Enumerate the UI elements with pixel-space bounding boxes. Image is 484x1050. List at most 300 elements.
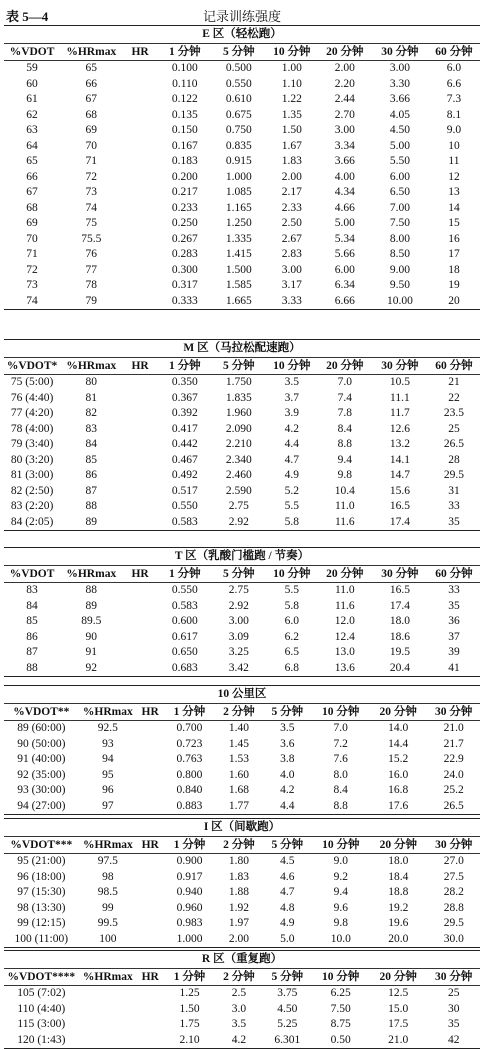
- table-cell: 13.0: [334, 646, 355, 659]
- table-cell: 63: [26, 124, 38, 137]
- table-cell: 2.210: [225, 438, 252, 451]
- column-header: %HRmax: [79, 704, 137, 721]
- table-cell: 120 (1:43): [4, 1033, 79, 1049]
- table-cell: [137, 885, 163, 901]
- table-cell: 2.83: [281, 248, 302, 261]
- table-cell: 3.0: [231, 1002, 247, 1015]
- table-cell: 3.75: [277, 987, 298, 1000]
- table-cell: 100 (11:00): [4, 932, 79, 948]
- column-header: HR: [137, 704, 163, 721]
- table-cell: 65: [26, 155, 38, 168]
- table-cell: 3.9: [284, 407, 299, 420]
- table-cell: 11.6: [318, 515, 372, 531]
- table-cell: 96 (18:00): [17, 870, 66, 883]
- table-cell: 98.5: [97, 886, 118, 899]
- table-cell: 9.00: [389, 263, 410, 276]
- table-cell: 0.150: [171, 124, 198, 137]
- table-cell: 115 (3:00): [17, 1018, 66, 1031]
- table-cell: 15.0: [388, 1002, 409, 1015]
- table-cell: 1.92: [228, 901, 250, 914]
- table-cell: 1.665: [212, 294, 266, 310]
- table-cell: 0.840: [176, 784, 203, 797]
- table-cell: 100: [79, 932, 137, 948]
- table-cell: 2.340: [225, 453, 252, 466]
- table-row: [4, 92, 480, 108]
- column-header: 10 分钟: [312, 704, 368, 721]
- table-cell: 2.92: [228, 599, 249, 612]
- table-cell: 0.550: [171, 500, 198, 513]
- table-cell: 0.317: [171, 279, 198, 292]
- table-cell: 5.25: [277, 1018, 298, 1031]
- table-row: [4, 515, 480, 531]
- table-cell: 5.00: [389, 139, 410, 152]
- column-header: 5 分钟: [262, 837, 312, 854]
- table-cell: 1.750: [225, 376, 252, 389]
- table-cell: [79, 1017, 137, 1033]
- table-cell: 2.75: [228, 584, 249, 597]
- table-cell: 29.5: [443, 469, 465, 482]
- table-cell: 86: [26, 630, 38, 643]
- table-cell: [122, 406, 157, 422]
- table-row: [4, 453, 480, 469]
- column-header: 60 分钟: [428, 358, 480, 375]
- table-cell: 1.40: [228, 722, 249, 735]
- table-cell: 9.50: [389, 279, 410, 292]
- table-cell: [79, 1002, 137, 1018]
- table-cell: 17.4: [372, 515, 428, 531]
- table-cell: 0.883: [163, 799, 215, 815]
- column-header: 20 分钟: [318, 44, 372, 61]
- table-row: [4, 799, 480, 815]
- table-cell: 0.517: [171, 484, 198, 497]
- table-cell: 2.00: [216, 932, 262, 948]
- table-cell: 1.500: [225, 263, 252, 276]
- table-cell: 80: [85, 376, 98, 389]
- table-cell: 14.7: [389, 469, 410, 482]
- table-cell: 7.6: [333, 753, 348, 766]
- table-cell: 1.77: [216, 799, 262, 815]
- table-cell: 8.8: [337, 438, 352, 451]
- table-cell: 85: [26, 615, 38, 628]
- table-cell: 0.900: [176, 855, 203, 868]
- table-cell: 1.000: [163, 932, 215, 948]
- table-cell: 2.090: [225, 422, 252, 435]
- table-cell: 65: [85, 62, 98, 75]
- table-cell: 23.5: [443, 407, 465, 420]
- table-cell: [137, 916, 163, 932]
- table-row: [4, 375, 480, 391]
- table-row: [4, 201, 480, 217]
- column-header: 10 分钟: [266, 44, 318, 61]
- table-cell: 4.66: [334, 201, 355, 214]
- section-table: [4, 26, 480, 310]
- table-cell: 18.0: [388, 855, 409, 868]
- table-cell: 1.085: [225, 186, 252, 199]
- table-cell: 67: [26, 186, 38, 199]
- section-title: E 区（轻松跑）: [4, 26, 480, 44]
- table-cell: 18.8: [388, 886, 409, 899]
- table-cell: 88: [85, 500, 98, 513]
- table-cell: 28: [448, 453, 460, 466]
- table-cell: 14.4: [388, 737, 409, 750]
- section-table: [4, 340, 480, 531]
- table-cell: 10.4: [334, 484, 355, 497]
- table-cell: 0.217: [171, 186, 198, 199]
- table-cell: 3.66: [389, 93, 410, 106]
- table-cell: 2.17: [281, 186, 302, 199]
- column-header: 1 分钟: [158, 44, 212, 61]
- table-cell: 98 (13:30): [17, 901, 66, 914]
- table-cell: [137, 901, 163, 917]
- table-cell: 4.0: [280, 768, 295, 781]
- table-cell: [122, 139, 157, 155]
- table-cell: 0.675: [225, 108, 252, 121]
- table-cell: 72: [85, 170, 98, 183]
- table-cell: 4.50: [277, 1002, 298, 1015]
- table-cell: 9.0: [446, 124, 462, 137]
- table-cell: 9.4: [337, 453, 352, 466]
- table-cell: 93 (30:00): [17, 784, 66, 797]
- table-cell: 25: [448, 422, 460, 435]
- column-header: 60 分钟: [428, 566, 480, 583]
- table-cell: 76: [85, 248, 98, 261]
- table-cell: 3.6: [280, 737, 295, 750]
- table-cell: 36: [448, 615, 460, 628]
- table-cell: [122, 216, 157, 232]
- column-header: 1 分钟: [158, 566, 212, 583]
- table-cell: 2.460: [225, 469, 252, 482]
- table-cell: 4.7: [284, 453, 299, 466]
- table-cell: 4.9: [280, 917, 295, 930]
- table-cell: 1.585: [225, 279, 252, 292]
- table-cell: 16.0: [388, 768, 409, 781]
- table-cell: [122, 247, 157, 263]
- table-cell: 92 (35:00): [17, 768, 66, 781]
- table-cell: 77 (4:20): [10, 407, 54, 420]
- table-cell: [122, 294, 157, 310]
- table-cell: 0.267: [171, 232, 198, 245]
- table-cell: 0.183: [171, 155, 198, 168]
- table-cell: 3.5: [284, 376, 299, 389]
- table-cell: 83: [26, 584, 38, 597]
- table-cell: 2.67: [281, 232, 302, 245]
- table-cell: 61: [26, 93, 38, 106]
- table-cell: [137, 721, 163, 737]
- table-cell: 78: [85, 279, 98, 292]
- table-cell: 1.00: [281, 62, 302, 75]
- table-cell: 27.5: [443, 870, 464, 883]
- table-cell: 12.0: [334, 615, 355, 628]
- table-cell: 82: [85, 407, 98, 420]
- table-cell: 0.492: [171, 469, 198, 482]
- column-header: 5 分钟: [212, 44, 266, 61]
- table-cell: 15.2: [388, 753, 409, 766]
- table-cell: 17.4: [389, 599, 410, 612]
- table-row: [4, 232, 480, 248]
- table-cell: 78 (4:00): [10, 422, 54, 435]
- table-cell: 2.33: [281, 201, 302, 214]
- table-cell: [137, 768, 163, 784]
- table-cell: 2.75: [228, 500, 249, 513]
- table-row: [4, 752, 480, 768]
- column-header: 5 分钟: [212, 358, 266, 375]
- table-cell: [122, 661, 157, 677]
- table-cell: 4.5: [280, 855, 295, 868]
- table-title: 记录训练强度: [202, 9, 281, 24]
- table-cell: 25: [447, 987, 460, 1000]
- table-cell: 81: [85, 391, 98, 404]
- table-cell: 2.00: [281, 170, 302, 183]
- table-cell: 1.50: [281, 124, 302, 137]
- table-cell: 1.22: [281, 93, 302, 106]
- table-cell: 1.53: [228, 753, 249, 766]
- table-cell: 31: [448, 484, 460, 497]
- table-cell: 80 (3:20): [10, 453, 54, 466]
- table-cell: 74: [4, 294, 60, 310]
- table-cell: 11.1: [390, 391, 410, 404]
- table-cell: [122, 614, 157, 630]
- table-cell: [122, 583, 157, 599]
- column-header: 30 分钟: [428, 837, 480, 854]
- column-header: %HRmax: [60, 44, 122, 61]
- table-number: 表 5—4: [6, 9, 49, 24]
- table-cell: 1.835: [225, 391, 252, 404]
- table-cell: 62: [26, 108, 38, 121]
- table-cell: 0.167: [171, 139, 198, 152]
- table-cell: 0.100: [171, 62, 198, 75]
- table-cell: [122, 375, 157, 391]
- table-cell: 16: [448, 232, 460, 245]
- table-cell: 8.8: [312, 799, 368, 815]
- table-cell: [137, 932, 163, 948]
- table-cell: 1.68: [228, 784, 249, 797]
- column-header: 10 分钟: [266, 566, 318, 583]
- table-cell: 1.67: [281, 139, 302, 152]
- section-table: [4, 686, 480, 815]
- column-header: %HRmax: [79, 969, 137, 986]
- column-header: %VDOT: [4, 566, 60, 583]
- table-cell: 94 (27:00): [4, 799, 79, 815]
- section-m: [4, 339, 480, 531]
- table-cell: 4.2: [284, 422, 299, 435]
- table-cell: 6.0: [284, 615, 299, 628]
- table-cell: 76 (4:40): [10, 391, 54, 404]
- table-row: [4, 916, 480, 932]
- table-cell: 20: [428, 294, 480, 310]
- table-cell: 26.5: [427, 799, 480, 815]
- table-cell: 1.60: [228, 768, 249, 781]
- section-table: [4, 819, 480, 948]
- table-row: [4, 661, 480, 677]
- table-cell: 27.0: [443, 855, 464, 868]
- table-cell: 1.45: [228, 737, 249, 750]
- table-row: [4, 768, 480, 784]
- table-cell: 0.250: [171, 217, 198, 230]
- table-cell: 4.7: [280, 886, 295, 899]
- table-cell: 1.83: [281, 155, 302, 168]
- table-cell: 66: [26, 170, 38, 183]
- table-cell: 3.00: [228, 615, 249, 628]
- table-cell: 2.92: [212, 515, 266, 531]
- table-cell: 3.33: [266, 294, 318, 310]
- table-cell: 82 (2:50): [10, 484, 54, 497]
- table-cell: 94: [102, 753, 114, 766]
- table-cell: 0.500: [225, 62, 252, 75]
- table-cell: 97.5: [97, 855, 118, 868]
- table-cell: 7.50: [330, 1002, 351, 1015]
- table-cell: 6.50: [389, 186, 410, 199]
- table-cell: 84 (2:05): [4, 515, 60, 531]
- table-cell: 28.2: [443, 886, 464, 899]
- table-cell: 10: [448, 139, 460, 152]
- table-cell: 71: [26, 248, 38, 261]
- column-header: HR: [137, 837, 163, 854]
- table-cell: 0.283: [171, 248, 198, 261]
- table-cell: [122, 123, 157, 139]
- table-cell: 0.583: [158, 515, 212, 531]
- table-cell: 18.6: [389, 630, 410, 643]
- table-cell: 13.2: [389, 438, 410, 451]
- table-cell: 9.6: [333, 901, 348, 914]
- table-cell: 9.8: [337, 469, 352, 482]
- table-cell: 0.392: [171, 407, 198, 420]
- table-cell: 6.301: [262, 1033, 312, 1049]
- table-cell: [122, 154, 157, 170]
- table-row: [4, 123, 480, 139]
- table-row: [4, 630, 480, 646]
- table-cell: [122, 77, 157, 93]
- table-cell: [137, 986, 163, 1002]
- table-cell: [122, 108, 157, 124]
- table-cell: 1.415: [225, 248, 252, 261]
- table-row: [4, 406, 480, 422]
- section-table: [4, 951, 480, 1049]
- table-row: [4, 1017, 480, 1033]
- table-cell: 6.2: [284, 630, 299, 643]
- column-header: 5 分钟: [262, 969, 312, 986]
- table-cell: 98: [102, 870, 114, 883]
- table-cell: 88: [85, 584, 98, 597]
- table-cell: [122, 422, 157, 438]
- table-cell: 7.2: [333, 737, 348, 750]
- table-cell: 9.4: [333, 886, 348, 899]
- table-cell: 0.110: [172, 77, 198, 90]
- table-cell: 1.25: [179, 987, 200, 1000]
- table-cell: 20.0: [369, 932, 427, 948]
- table-cell: 0.50: [313, 1033, 369, 1049]
- table-cell: 0.583: [171, 599, 198, 612]
- table-cell: 1.000: [225, 170, 252, 183]
- table-row: [4, 139, 480, 155]
- column-header: 20 分钟: [318, 566, 372, 583]
- table-cell: 5.5: [284, 500, 299, 513]
- table-cell: 90 (50:00): [17, 737, 66, 750]
- table-cell: 84: [26, 599, 38, 612]
- table-cell: 75: [85, 217, 98, 230]
- column-header: 1 分钟: [163, 969, 215, 986]
- column-header: 2 分钟: [216, 969, 262, 986]
- table-cell: 1.50: [179, 1002, 200, 1015]
- table-cell: 0.940: [176, 886, 203, 899]
- column-header: 30 分钟: [427, 969, 480, 986]
- table-cell: 105 (7:02): [17, 987, 66, 1000]
- table-cell: [122, 499, 157, 515]
- column-header: 5 分钟: [262, 704, 312, 721]
- table-cell: 11.6: [334, 599, 355, 612]
- table-cell: 6.00: [334, 263, 355, 276]
- section-i: [4, 818, 480, 948]
- table-cell: 0.550: [171, 584, 198, 597]
- table-cell: [137, 752, 163, 768]
- table-cell: 12.6: [389, 422, 410, 435]
- section-tenk: [4, 685, 480, 815]
- table-cell: 79 (3:40): [10, 438, 54, 451]
- table-cell: [137, 737, 163, 753]
- table-cell: 10.0: [313, 932, 369, 948]
- column-header: HR: [122, 566, 157, 583]
- table-cell: 25.2: [443, 784, 464, 797]
- table-cell: 89: [60, 515, 122, 531]
- table-cell: 1.97: [228, 917, 250, 930]
- table-row: [4, 737, 480, 753]
- table-cell: 0.700: [176, 722, 203, 735]
- table-cell: 4.2: [280, 784, 295, 797]
- table-cell: 2.10: [163, 1033, 215, 1049]
- table-cell: 35: [447, 1018, 460, 1031]
- table-row: [4, 885, 480, 901]
- column-header: 30 分钟: [372, 44, 428, 61]
- table-cell: 0.442: [171, 438, 198, 451]
- table-cell: 41: [428, 661, 480, 677]
- table-cell: 30: [447, 1002, 460, 1015]
- table-cell: 79: [60, 294, 122, 310]
- table-row: [4, 1033, 480, 1049]
- table-cell: 83: [85, 422, 98, 435]
- table-cell: 0.763: [176, 753, 203, 766]
- table-cell: 4.34: [334, 186, 355, 199]
- table-cell: 0.300: [171, 263, 198, 276]
- table-cell: 16.5: [389, 500, 410, 513]
- table-cell: 1.80: [228, 855, 250, 868]
- table-cell: 3.66: [334, 155, 355, 168]
- table-cell: 74: [85, 201, 98, 214]
- table-cell: [122, 170, 157, 186]
- table-cell: 24.0: [443, 768, 464, 781]
- table-row: [4, 216, 480, 232]
- table-cell: 59: [26, 62, 38, 75]
- table-caption: [0, 3, 484, 25]
- column-header: 10 分钟: [266, 358, 318, 375]
- table-cell: 0.333: [158, 294, 212, 310]
- table-cell: 4.4: [262, 799, 312, 815]
- section-title: R 区（重复跑）: [4, 951, 480, 969]
- table-cell: 22: [448, 391, 460, 404]
- section-title: 10 公里区: [4, 686, 480, 704]
- table-cell: 92: [60, 661, 122, 677]
- table-row: [4, 986, 480, 1002]
- table-cell: 110 (4:40): [17, 1002, 66, 1015]
- table-cell: [137, 854, 163, 870]
- table-row: [4, 870, 480, 886]
- table-cell: 91: [85, 646, 98, 659]
- table-cell: 4.50: [389, 124, 410, 137]
- table-row: [4, 61, 480, 77]
- table-cell: 19.6: [388, 917, 409, 930]
- column-header: 30 分钟: [427, 704, 480, 721]
- table-cell: 0.550: [225, 77, 252, 90]
- table-cell: 4.05: [389, 108, 410, 121]
- column-header: 1 分钟: [163, 837, 215, 854]
